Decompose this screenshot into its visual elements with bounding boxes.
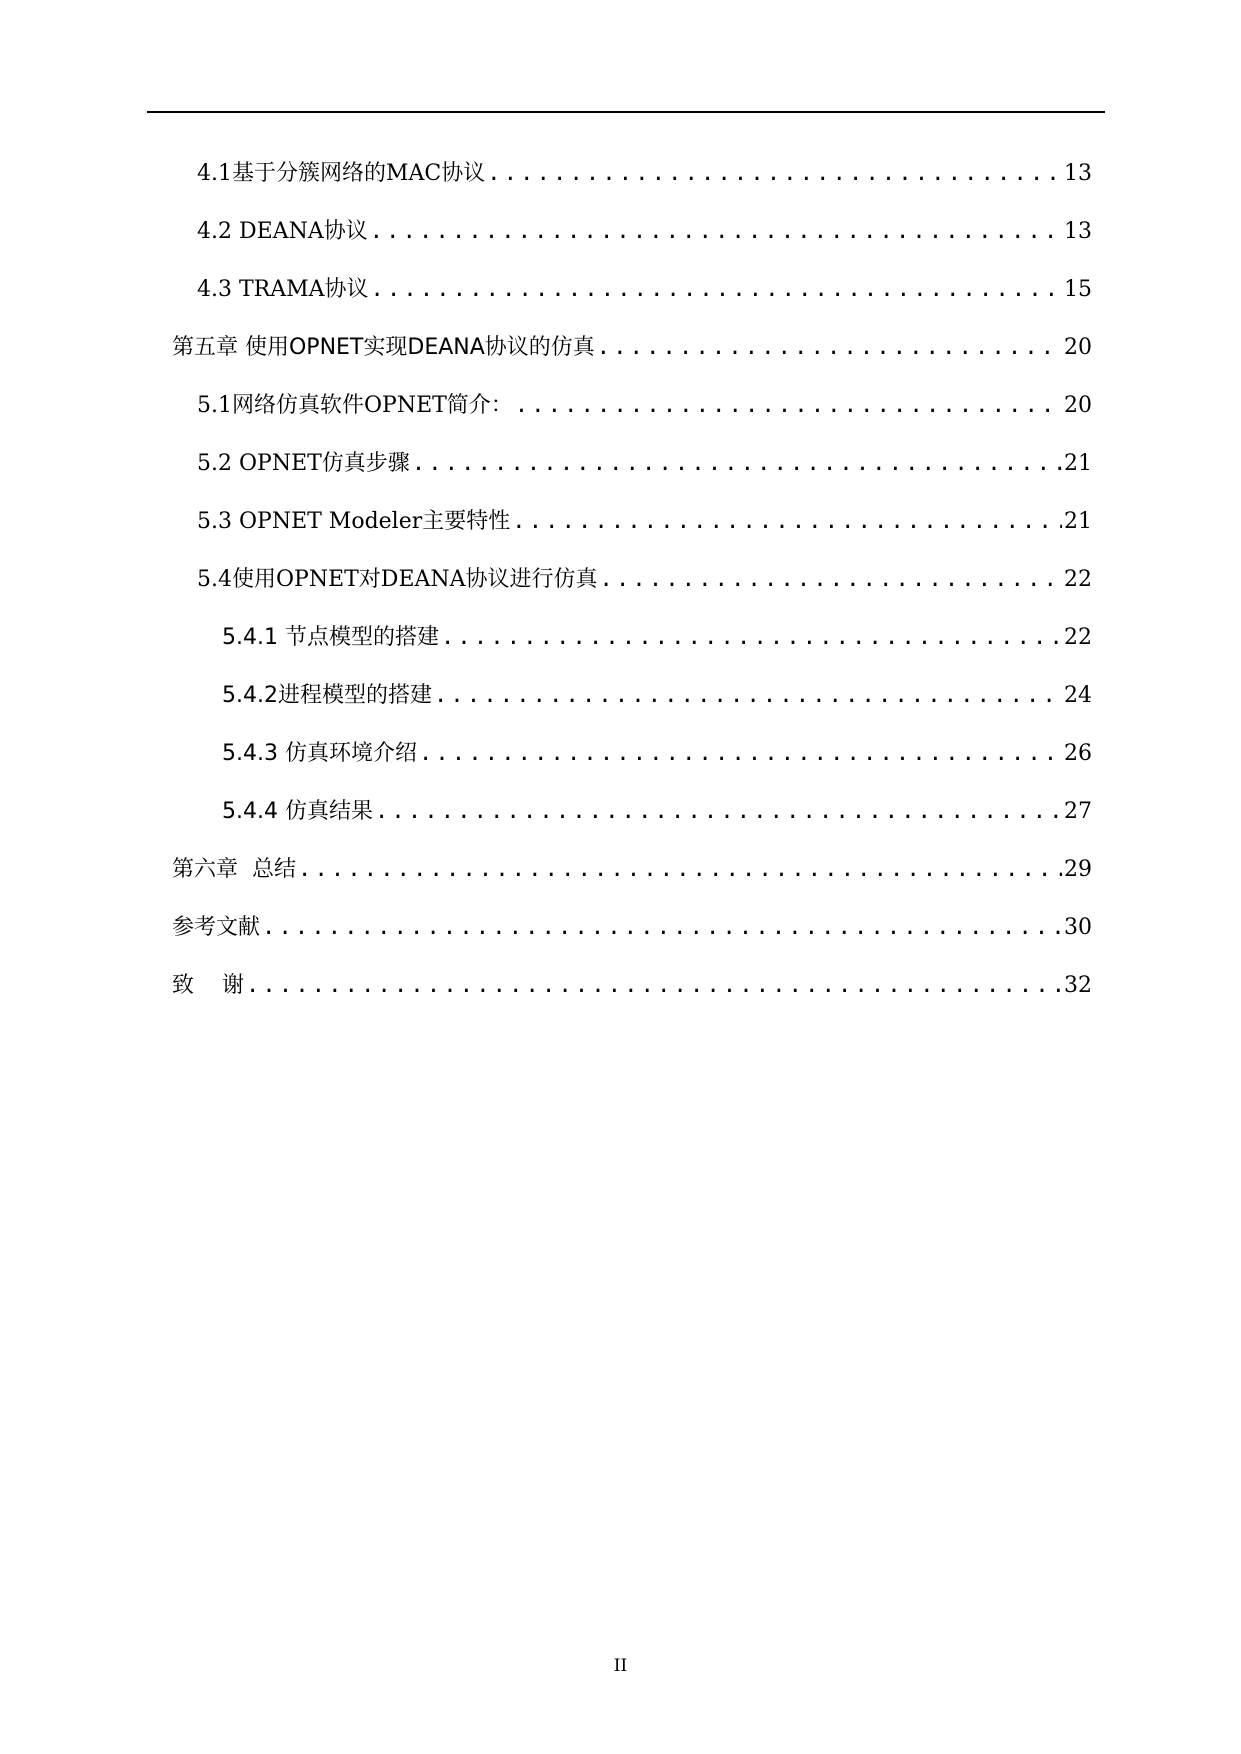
toc-entry[interactable] (172, 971, 1092, 1001)
toc-dot-leader (487, 159, 1062, 189)
toc-dot-leader (515, 391, 1062, 421)
toc-entry-title: 4.3 TRAMA协议 (197, 277, 369, 302)
toc-entry-title: 致 谢 (172, 973, 244, 998)
toc-entry[interactable] (197, 565, 1092, 595)
toc-entry-page: 21 (1064, 451, 1092, 476)
toc-entry[interactable] (197, 391, 1092, 421)
toc-entry-page: 27 (1064, 799, 1092, 824)
toc-entry[interactable] (222, 681, 1092, 711)
toc-dot-leader (371, 275, 1062, 305)
toc-entry-page: 21 (1064, 509, 1092, 534)
toc-entry-page: 15 (1064, 277, 1092, 302)
toc-entry-title: 5.4.1 节点模型的搭建 (222, 625, 439, 650)
toc-entry[interactable] (197, 449, 1092, 479)
toc-entry-title: 4.1基于分簇网络的MAC协议 (197, 161, 486, 186)
toc-dot-leader (441, 623, 1062, 653)
toc-entry-page: 13 (1064, 161, 1092, 186)
toc-entry-title: 参考文献 (172, 915, 261, 940)
toc-dot-leader (246, 971, 1062, 1001)
toc-entry[interactable] (222, 623, 1092, 653)
toc-entry[interactable] (197, 507, 1092, 537)
toc-entry[interactable] (222, 739, 1092, 769)
toc-entry-page: 30 (1064, 915, 1092, 940)
header-rule (147, 111, 1105, 113)
toc-dot-leader (298, 855, 1062, 885)
toc-entry-title: 5.2 OPNET仿真步骤 (197, 451, 410, 476)
toc-entry-page: 24 (1064, 683, 1092, 708)
toc-entry[interactable] (172, 855, 1092, 885)
toc-dot-leader (600, 565, 1062, 595)
toc-entry[interactable] (197, 159, 1092, 189)
toc-entry-title: 5.4.4 仿真结果 (222, 799, 373, 824)
toc-dot-leader (512, 507, 1062, 537)
toc-dot-leader (434, 681, 1062, 711)
toc-entry[interactable] (197, 217, 1092, 247)
toc-entry-page: 13 (1064, 219, 1092, 244)
toc-entry-page: 32 (1064, 973, 1092, 998)
toc-entry[interactable] (172, 333, 1092, 363)
toc-entry-title: 5.3 OPNET Modeler主要特性 (197, 509, 511, 534)
toc-entry-page: 29 (1064, 857, 1092, 882)
toc-dot-leader (262, 913, 1062, 943)
toc-entry-title: 4.2 DEANA协议 (197, 219, 368, 244)
toc-entry[interactable] (172, 913, 1092, 943)
toc-dot-leader (597, 333, 1062, 363)
toc-dot-leader (375, 797, 1062, 827)
page-number: II (613, 1656, 628, 1676)
toc-dot-leader (412, 449, 1062, 479)
toc-entry-title: 5.4.3 仿真环境介绍 (222, 741, 417, 766)
toc-entry-title: 5.4使用OPNET对DEANA协议进行仿真 (197, 567, 598, 592)
toc-entry-page: 26 (1064, 741, 1092, 766)
toc-entry[interactable] (222, 797, 1092, 827)
toc-dot-leader (419, 739, 1062, 769)
toc-dot-leader (370, 217, 1062, 247)
toc-entry-title: 第五章 使用OPNET实现DEANA协议的仿真 (172, 335, 595, 360)
toc-entry-page: 22 (1064, 567, 1092, 592)
toc-entry-page: 20 (1064, 393, 1092, 418)
toc-entry-title: 5.1网络仿真软件OPNET简介： (197, 393, 513, 418)
toc-entry-page: 20 (1064, 335, 1092, 360)
toc-entry-page: 22 (1064, 625, 1092, 650)
toc-entry-title: 第六章 总结 (172, 857, 296, 882)
toc-entry-title: 5.4.2进程模型的搭建 (222, 683, 432, 708)
toc-entry[interactable] (197, 275, 1092, 305)
